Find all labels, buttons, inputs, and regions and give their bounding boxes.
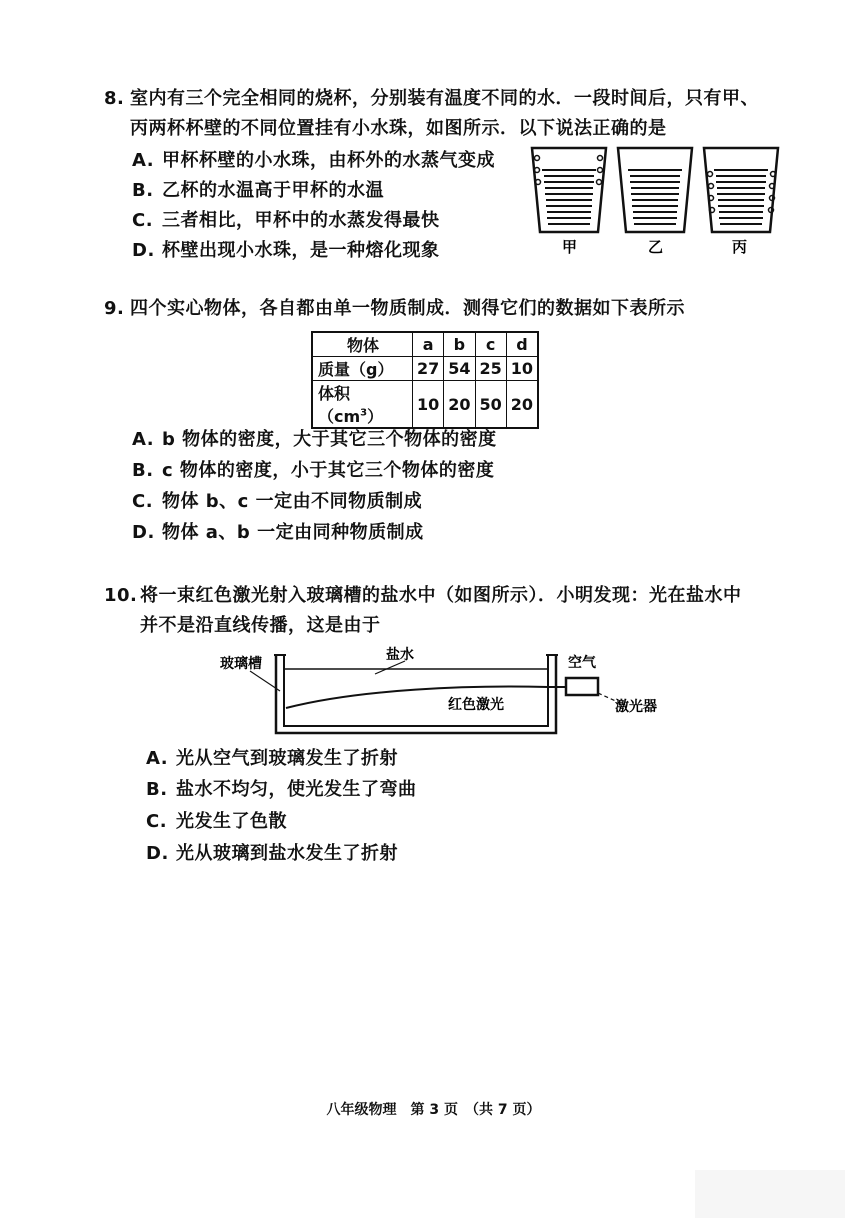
table-row — [312, 357, 538, 381]
q9-option-d — [132, 518, 424, 544]
option-label: D. — [132, 522, 155, 543]
option-label: C. — [146, 811, 168, 832]
label-air: 空气 — [568, 655, 596, 671]
option-label: D. — [132, 240, 155, 261]
option-text: 光从空气到玻璃发生了折射 — [176, 748, 398, 769]
option-label: A. — [132, 429, 155, 450]
option-text: c 物体的密度，小于其它三个物体的密度 — [162, 460, 495, 481]
option-text: 光从玻璃到盐水发生了折射 — [176, 843, 398, 864]
table-header-cell: c — [475, 332, 506, 357]
table-cell: 25 — [475, 357, 506, 381]
volume-unit-superscript: 3 — [360, 407, 368, 419]
option-text: 物体 a、b 一定由同种物质制成 — [162, 522, 424, 543]
q10-stem-text1: 将一束红色激光射入玻璃槽的盐水中（如图所示）．小明发现：光在盐水中 — [140, 585, 742, 606]
table-header-cell: d — [506, 332, 538, 357]
q8-option-c — [132, 206, 440, 232]
cup-label-jia: 甲 — [562, 238, 578, 256]
scan-artifact — [695, 1170, 845, 1218]
option-text: 物体 b、c 一定由不同物质制成 — [162, 491, 423, 512]
label-glass-tank: 玻璃槽 — [220, 656, 262, 672]
table-cell: 50 — [475, 381, 506, 429]
q8-stem-text1: 室内有三个完全相同的烧杯，分别装有温度不同的水．一段时间后，只有甲、 — [130, 88, 759, 109]
table-row-label: 质量（g） — [312, 357, 413, 381]
table-row — [312, 381, 538, 429]
q9-number: 9. — [104, 298, 125, 319]
q10-laser-diagram — [210, 645, 680, 740]
q8-number: 8. — [104, 88, 125, 109]
table-cell: 20 — [506, 381, 538, 429]
q10-stem-line1 — [104, 581, 742, 607]
label-saltwater: 盐水 — [386, 647, 414, 663]
cup-yi — [618, 148, 692, 232]
laser-device-box — [566, 678, 598, 695]
table-cell: 20 — [444, 381, 475, 429]
q9-stem — [104, 294, 685, 320]
option-label: B. — [132, 180, 154, 201]
option-label: B. — [132, 460, 154, 481]
label-red-laser: 红色激光 — [448, 697, 504, 713]
table-cell: 27 — [413, 357, 444, 381]
option-label: C. — [132, 491, 154, 512]
q9-option-a — [132, 425, 497, 451]
option-text: 甲杯杯壁的小水珠，由杯外的水蒸气变成 — [162, 150, 495, 171]
q8-cups-figure — [520, 140, 790, 260]
volume-label-close: ） — [367, 407, 384, 426]
label-laser-device: 激光器 — [615, 699, 657, 715]
option-label: C. — [132, 210, 154, 231]
option-text: 乙杯的水温高于甲杯的水温 — [162, 180, 384, 201]
option-text: 杯壁出现小水珠，是一种熔化现象 — [162, 240, 440, 261]
cup-jia — [532, 148, 606, 232]
table-cell: 10 — [506, 357, 538, 381]
q10-option-c — [146, 807, 287, 833]
q8-stem-line2: 丙两杯杯壁的不同位置挂有小水珠，如图所示．以下说法正确的是 — [130, 118, 667, 139]
q8-option-a — [132, 146, 495, 172]
q9-data-table — [311, 331, 539, 429]
option-text: 盐水不均匀，使光发生了弯曲 — [176, 779, 417, 800]
q10-stem-line2: 并不是沿直线传播，这是由于 — [140, 615, 381, 636]
q10-option-d — [146, 839, 398, 865]
glass-tank-outer — [276, 655, 556, 733]
table-row — [312, 332, 538, 357]
q9-option-c — [132, 487, 422, 513]
q9-option-b — [132, 456, 494, 482]
option-text: 三者相比，甲杯中的水蒸发得最快 — [162, 210, 440, 231]
cup-label-yi: 乙 — [648, 238, 664, 256]
table-cell: 54 — [444, 357, 475, 381]
table-header-cell: a — [413, 332, 444, 357]
option-label: A. — [132, 150, 155, 171]
q10-number: 10. — [104, 585, 138, 606]
page-footer: 八年级物理 第 3 页 （共 7 页） — [326, 1102, 541, 1118]
q8-stem-line1 — [104, 84, 759, 110]
q10-option-b — [146, 775, 417, 801]
table-row-label — [312, 381, 413, 429]
table-cell: 10 — [413, 381, 444, 429]
option-text: 光发生了色散 — [176, 811, 287, 832]
option-text: b 物体的密度，大于其它三个物体的密度 — [162, 429, 497, 450]
table-header-cell: 物体 — [312, 332, 413, 357]
option-label: D. — [146, 843, 169, 864]
volume-label-text: 体积（cm — [318, 384, 361, 426]
q9-stem-text: 四个实心物体，各自都由单一物质制成．测得它们的数据如下表所示 — [130, 298, 685, 319]
table-header-cell: b — [444, 332, 475, 357]
cup-bing — [704, 148, 778, 232]
option-label: B. — [146, 779, 168, 800]
q10-option-a — [146, 744, 398, 770]
option-label: A. — [146, 748, 169, 769]
q8-option-d — [132, 236, 440, 262]
cup-label-bing: 丙 — [732, 238, 748, 256]
laser-beam-path — [286, 687, 566, 708]
q8-option-b — [132, 176, 384, 202]
